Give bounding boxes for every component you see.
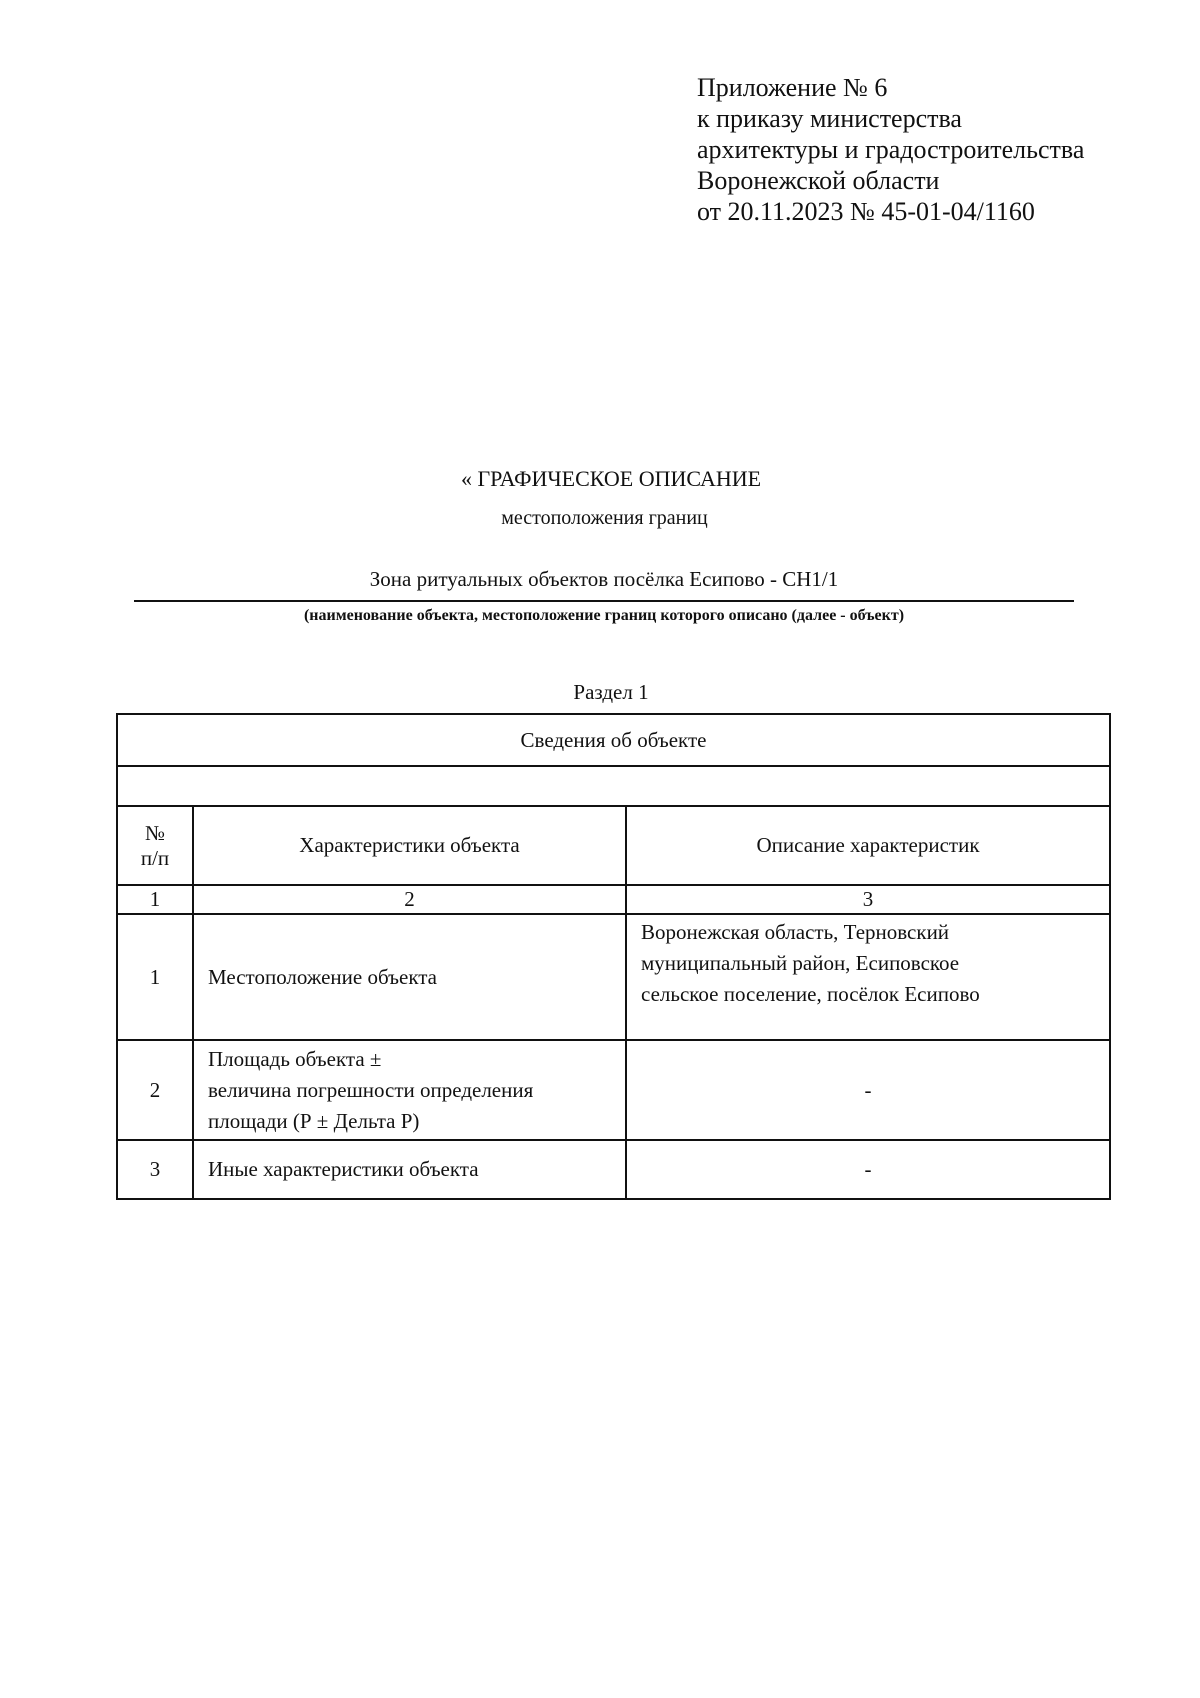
empty-cell <box>117 766 1110 806</box>
appendix-header <box>697 72 1084 227</box>
table-header-row <box>117 806 1110 885</box>
row-number: 3 <box>117 1140 193 1199</box>
table-caption: Сведения об объекте <box>117 714 1110 766</box>
appendix-line: Приложение № 6 <box>697 73 888 102</box>
characteristic-line: Местоположение объекта <box>208 964 438 989</box>
header-num-line1: № <box>144 820 166 845</box>
table-row <box>117 1140 1110 1199</box>
column-number: 3 <box>626 885 1110 914</box>
header-characteristics: Характеристики объекта <box>193 806 626 885</box>
header-num-line2: п/п <box>140 845 170 870</box>
appendix-line: Воронежской области <box>697 166 940 195</box>
row-characteristic <box>193 1040 626 1140</box>
document-title: « ГРАФИЧЕСКОЕ ОПИСАНИЕ <box>460 466 762 491</box>
row-number: 1 <box>117 914 193 1040</box>
row-characteristic <box>193 1140 626 1199</box>
row-description <box>626 1040 1110 1140</box>
document-subtitle: местоположения границ <box>501 507 708 529</box>
column-number: 1 <box>117 885 193 914</box>
description-line: Воронежская область, Терновский <box>641 920 950 944</box>
description-line: - <box>864 1157 872 1181</box>
characteristic-line: Иные характеристики объекта <box>208 1157 479 1181</box>
appendix-line: к приказу министерства <box>697 104 962 133</box>
table-empty-row <box>117 766 1110 806</box>
appendix-line: от 20.11.2023 № 45-01-04/1160 <box>697 197 1035 226</box>
description-line: сельское поселение, посёлок Есипово <box>641 982 980 1006</box>
description-line: муниципальный район, Есиповское <box>641 951 960 975</box>
section-title: Раздел 1 <box>573 680 649 704</box>
row-description <box>626 1140 1110 1199</box>
table-row <box>117 1040 1110 1140</box>
appendix-line: архитектуры и градостроительства <box>697 135 1085 164</box>
row-characteristic <box>193 914 626 1040</box>
table-row <box>117 914 1110 1040</box>
characteristic-line: площади (Р ± Дельта Р) <box>208 1108 420 1133</box>
object-name-caption: (наименование объекта, местоположение границ которого описано (далее - объект) <box>303 607 905 624</box>
table-caption-row <box>117 714 1110 766</box>
characteristic-line: величина погрешности определения <box>208 1077 534 1102</box>
description-line: - <box>864 1077 872 1102</box>
characteristic-line: Площадь объекта ± <box>208 1046 382 1071</box>
header-description: Описание характеристик <box>626 806 1110 885</box>
column-number: 2 <box>193 885 626 914</box>
header-num <box>117 806 193 885</box>
column-number-row <box>117 885 1110 914</box>
row-number: 2 <box>117 1040 193 1140</box>
object-info-table <box>116 713 1111 1200</box>
object-name: Зона ритуальных объектов посёлка Есипово - СН1/1 <box>369 567 839 591</box>
object-name-underline <box>134 600 1074 602</box>
row-description <box>626 914 1110 1040</box>
